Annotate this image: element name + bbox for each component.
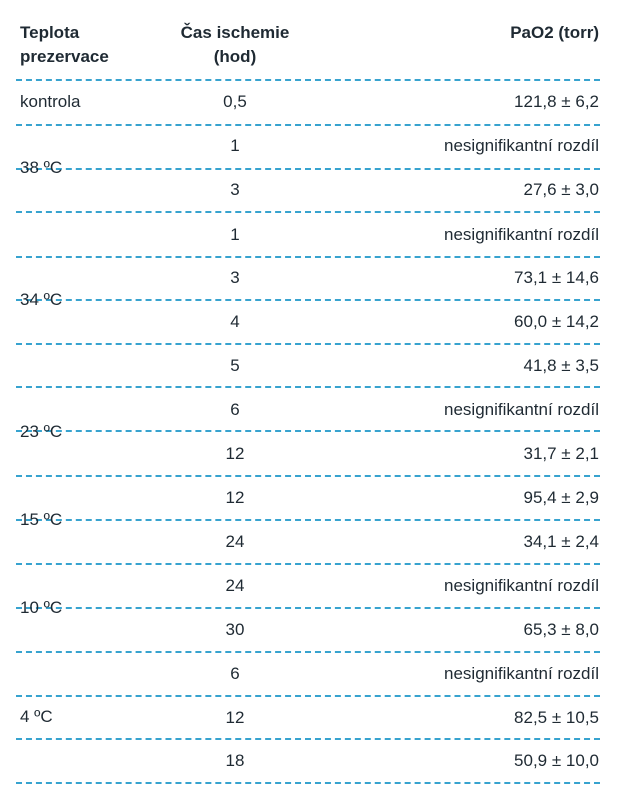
time-cell: 3 xyxy=(230,268,240,287)
time-cell: 0,5 xyxy=(223,92,247,111)
pao2-cell: nesignifikantní rozdíl xyxy=(444,664,599,683)
time-cell: 18 xyxy=(225,751,245,770)
time-cell: 1 xyxy=(230,136,240,155)
rule-38-end xyxy=(16,211,600,213)
rule-23-row xyxy=(16,430,600,432)
pao2-cell: 31,7 ± 2,1 xyxy=(523,444,599,463)
rule-38-row xyxy=(16,168,600,170)
temp-cell: 15 ºC xyxy=(20,510,63,529)
time-cell: 24 xyxy=(225,532,245,551)
header-temperature-line1: Teplota xyxy=(20,23,80,42)
pao2-cell: 95,4 ± 2,9 xyxy=(523,488,599,507)
time-cell: 24 xyxy=(225,576,245,595)
rule-34-row1 xyxy=(16,256,600,258)
temp-cell: 38 ºC xyxy=(20,158,63,177)
rule-15-end xyxy=(16,563,600,565)
pao2-cell: 27,6 ± 3,0 xyxy=(523,180,599,199)
pao2-cell: nesignifikantní rozdíl xyxy=(444,136,599,155)
pao2-cell: 73,1 ± 14,6 xyxy=(514,268,599,287)
pao2-cell: 82,5 ± 10,5 xyxy=(514,708,599,727)
temp-cell: 23 ºC xyxy=(20,422,63,441)
rule-10-end xyxy=(16,651,600,653)
temp-cell: kontrola xyxy=(20,92,81,111)
pao2-cell: nesignifikantní rozdíl xyxy=(444,400,599,419)
rule-kontrola xyxy=(16,124,600,126)
rule-4-row1 xyxy=(16,695,600,697)
rule-23-end xyxy=(16,475,600,477)
header-temperature-line2: prezervace xyxy=(20,47,109,66)
time-cell: 6 xyxy=(230,664,240,683)
time-cell: 12 xyxy=(225,708,245,727)
time-cell: 30 xyxy=(225,620,245,639)
header-pao2: PaO2 (torr) xyxy=(510,23,599,42)
rule-4-row2 xyxy=(16,738,600,740)
temp-cell: 34 ºC xyxy=(20,290,63,309)
pao2-cell: 34,1 ± 2,4 xyxy=(523,532,599,551)
rule-34-row3 xyxy=(16,343,600,345)
rule-15-row xyxy=(16,519,600,521)
pao2-cell: 60,0 ± 14,2 xyxy=(514,312,599,331)
pao2-cell: nesignifikantní rozdíl xyxy=(444,225,599,244)
rule-10-row xyxy=(16,607,600,609)
time-cell: 1 xyxy=(230,225,240,244)
time-cell: 4 xyxy=(230,312,240,331)
time-cell: 12 xyxy=(225,488,245,507)
pao2-cell: 65,3 ± 8,0 xyxy=(523,620,599,639)
rule-header xyxy=(16,79,600,81)
pao2-cell: 50,9 ± 10,0 xyxy=(514,751,599,770)
pao2-cell: nesignifikantní rozdíl xyxy=(444,576,599,595)
time-cell: 12 xyxy=(225,444,245,463)
header-ischemia-time-line1: Čas ischemie xyxy=(180,23,290,42)
time-cell: 3 xyxy=(230,180,240,199)
temp-cell: 10 ºC xyxy=(20,598,63,617)
time-cell: 5 xyxy=(230,356,240,375)
temp-cell: 4 ºC xyxy=(20,707,53,726)
rule-34-end xyxy=(16,386,600,388)
rule-34-row2 xyxy=(16,299,600,301)
header-ischemia-time-line2: (hod) xyxy=(213,47,257,66)
time-cell: 6 xyxy=(230,400,240,419)
rule-bottom xyxy=(16,782,600,784)
pao2-cell: 121,8 ± 6,2 xyxy=(514,92,599,111)
pao2-cell: 41,8 ± 3,5 xyxy=(523,356,599,375)
